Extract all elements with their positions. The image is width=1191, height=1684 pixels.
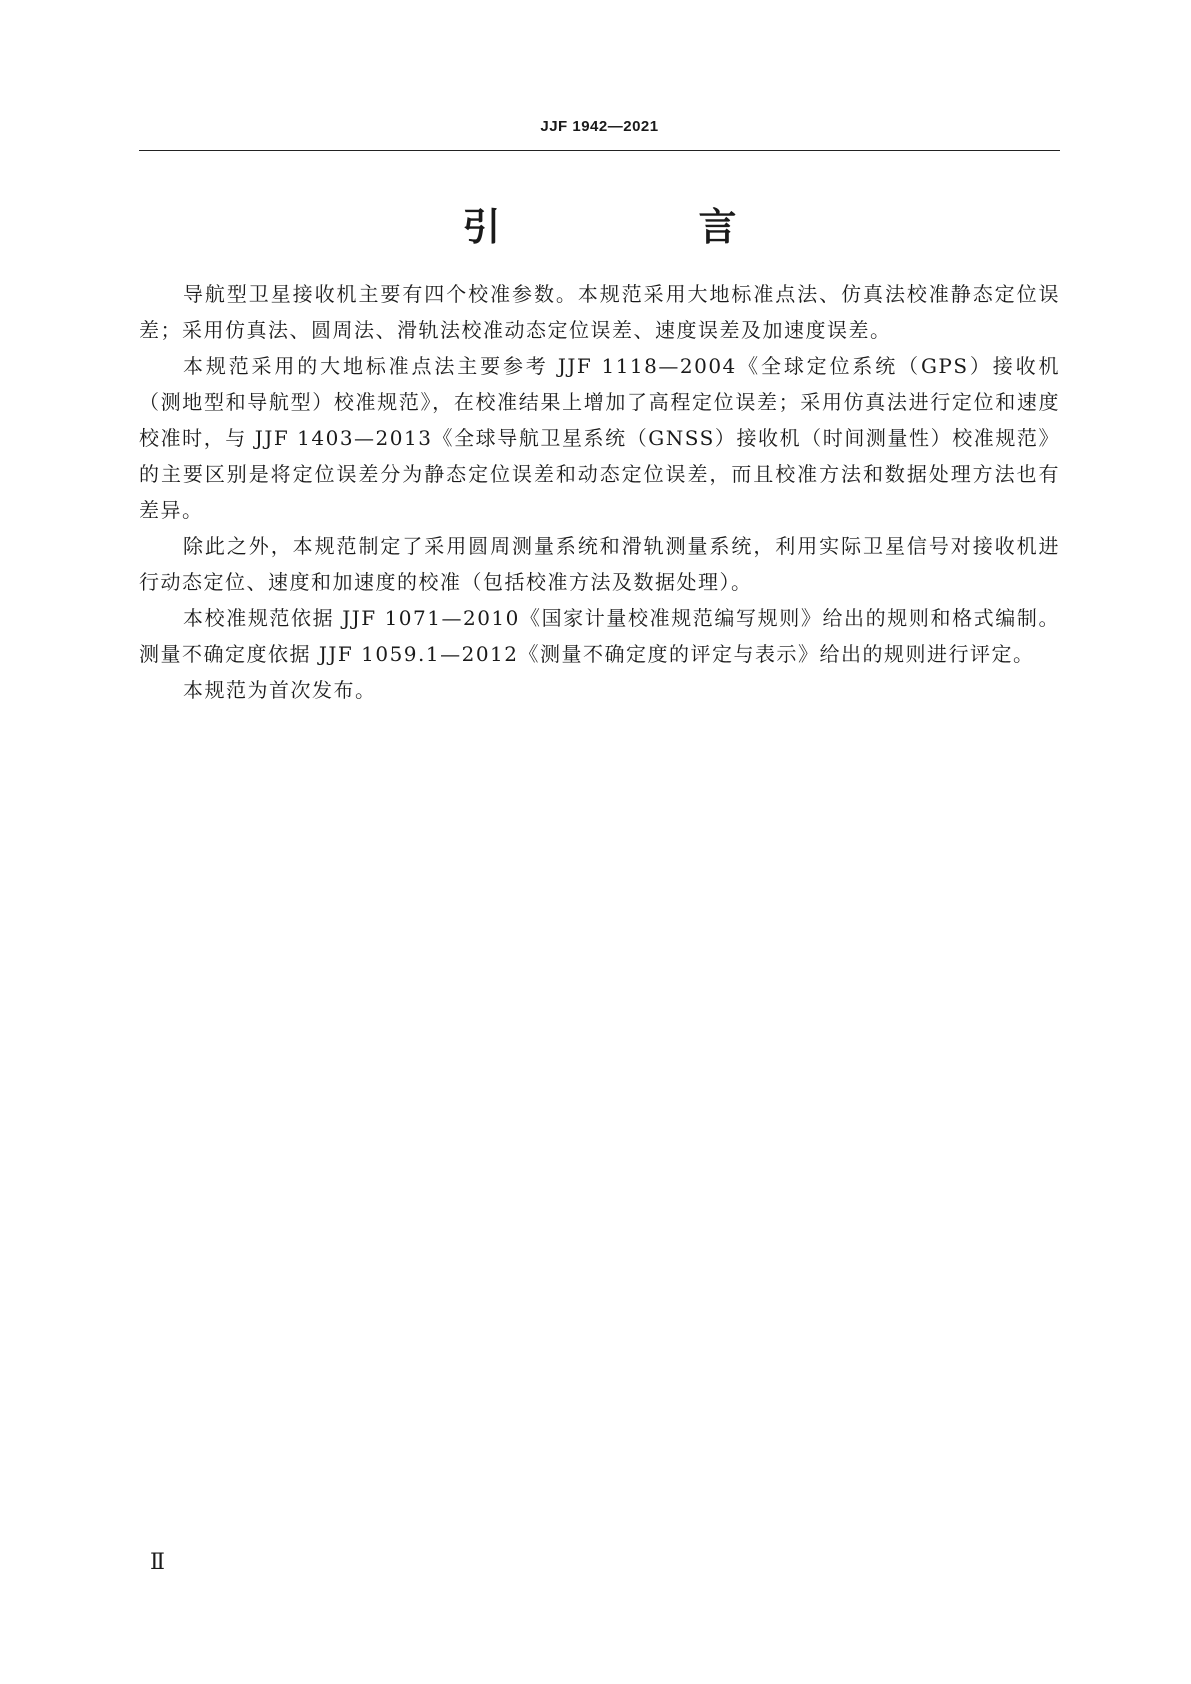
paragraph: 导航型卫星接收机主要有四个校准参数。本规范采用大地标准点法、仿真法校准静态定位误差；采用仿真法、圆周法、滑轨法校准动态定位误差、速度误差及加速度误差。 bbox=[139, 282, 1060, 342]
paragraph: 本规范采用的大地标准点法主要参考 JJF 1118—2004《全球定位系统（GPS）接收机（测地型和导航型）校准规范》，在校准结果上增加了高程定位误差；采用仿真法进行定位和速度校准时，与 JJF 1403—2013《全球导航卫星系统（GNSS）接收机（时间测量性）校准规范》的主要区别是将定位误差分为静态定位误差和动态定位误差，而且校准方法和数据处理方法也有差异。 bbox=[139, 354, 1060, 522]
document-code-header: JJF 1942—2021 bbox=[540, 118, 659, 135]
page-title: 引 言 bbox=[462, 205, 817, 249]
page-number: Ⅱ bbox=[150, 1550, 165, 1575]
paragraph: 本校准规范依据 JJF 1071—2010《国家计量校准规范编写规则》给出的规则和格式编制。测量不确定度依据 JJF 1059.1—2012《测量不确定度的评定与表示》给出的规则进行评定。 bbox=[139, 606, 1060, 666]
header-divider bbox=[139, 150, 1060, 151]
paragraph: 本规范为首次发布。 bbox=[183, 678, 377, 702]
paragraph: 除此之外，本规范制定了采用圆周测量系统和滑轨测量系统，利用实际卫星信号对接收机进行动态定位、速度和加速度的校准（包括校准方法及数据处理）。 bbox=[139, 534, 1060, 594]
body-text bbox=[139, 276, 1060, 708]
